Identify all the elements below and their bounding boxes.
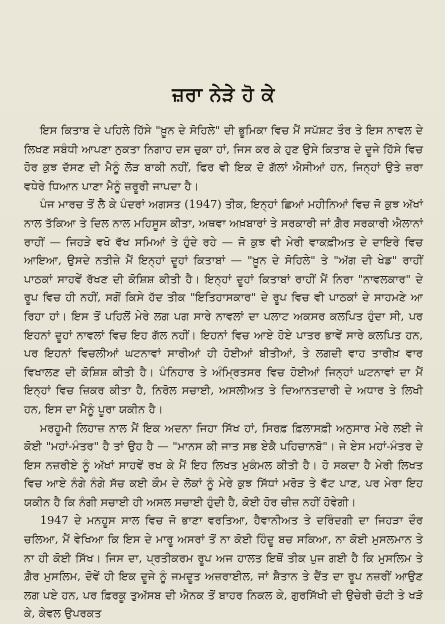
paragraph: 1947 ਦੇ ਮਨਹੂਸ ਸਾਲ ਵਿਚ ਜੋ ਭਾਣਾ ਵਰਤਿਆ, ਹੈਵਾਨੀਅਤ ਤੇ ਦਰਿੰਦਗੀ ਦਾ ਜਿਹੜਾ ਦੌਰ ਚਲਿਆ, ਮੈਂ ਵੇਖਿਆ ਕਿ ਇਸ ਦੇ ਮਾਰੂ ਅਸਰਾਂ ਤੋਂ ਨਾ ਕੋਈ ਹਿੰਦੂ ਬਚ ਸਕਿਆ, ਨਾ ਕੋਈ ਮੁਸਲਮਾਨ ਤੇ ਨਾ ਹੀ ਕੋਈ ਸਿੱਖ। ਜਿਸ ਦਾ, ਪ੍ਰਤੀਕਰਮ ਰੂਪ ਅਜ ਹਾਲਤ ਇਥੋਂ ਤੀਕ ਪੁਜ ਗਈ ਹੈ ਕਿ ਮੁਸਲਿਮ ਤੇ ਗ਼ੈਰ ਮੁਸਲਿਮ, ਦੋਵੇਂ ਹੀ ਇਕ ਦੂਜੇ ਨੂੰ ਜਮਦੂਤ ਅਜ਼ਰਾਈਲ, ਜਾਂ ਸ਼ੈਤਾਨ ਤੇ ਦੈਂਤ ਦਾ ਰੂਪ ਨਜ਼ਰੀਂ ਆਉਣ ਲਗ ਪਏ ਹਨ, ਪਰ ਫ਼ਿਰਕੂ ਤੁਅੱਸਬ ਦੀ ਐਨਕ ਤੋਂ ਬਾਹਰ ਨਿਕਲ ਕੇ, ਗੁਰਸਿੱਖੀ ਦੀ ਉਚੇਰੀ ਚੋਟੀ ਤੇ ਖੜੋ ਕੇ, ਕੇਵਲ ਉਪਰਕਤ: [24, 514, 423, 621]
body-text: [24, 122, 423, 624]
paragraph: ਇਸ ਕਿਤਾਬ ਦੇ ਪਹਿਲੇ ਹਿੱਸੇ "ਖ਼ੂਨ ਦੇ ਸੋਹਿਲੇ" ਦੀ ਭੂਮਿਕਾ ਵਿਚ ਮੈਂ ਸਪੱਸ਼ਟ ਤੌਰ ਤੇ ਇਸ ਨਾਵਲ ਦੇ ਲਿਖਣ ਸਬੰਧੀ ਆਪਣਾ ਨੁਕਤਾ ਨਿਗਾਹ ਦਸ ਚੁਕਾ ਹਾਂ, ਜਿਸ ਕਰ ਕੇ ਹੁਣ ਉਸੇ ਕਿਤਾਬ ਦੇ ਦੂਜੇ ਹਿੱਸੇ ਵਿਚ ਹੋਰ ਕੁਝ ਦੱਸਣ ਦੀ ਮੈਨੂੰ ਲੋੜ ਬਾਕੀ ਨਹੀਂ, ਫਿਰ ਵੀ ਇਕ ਦੋ ਗੱਲਾਂ ਐਸੀਆਂ ਹਨ, ਜਿਨ੍ਹਾਂ ਉਤੇ ਜ਼ਰਾ ਵਧੇਰੇ ਧਿਆਨ ਪਾਣਾ ਮੈਨੂੰ ਜ਼ਰੂਰੀ ਜਾਪਦਾ ਹੈ।: [24, 124, 423, 193]
chapter-title: ਜ਼ਰਾ ਨੇੜੇ ਹੋ ਕੇ: [172, 84, 275, 106]
paragraph: ਮਰਹੂਮੀ ਲਿਹਾਜ਼ ਨਾਲ ਮੈਂ ਇਕ ਅਦਨਾ ਜਿਹਾ ਸਿੱਖ ਹਾਂ, ਸਿਰਫ਼ ਫ਼ਿਲਾਸਫ਼ੀ ਅਨੁਸਾਰ ਮੇਰੇ ਲਈ ਜੇ ਕੋਈ "ਮਹਾਂ-ਮੰਤਰ" ਹੈ ਤਾਂ ਉਹ ਹੈ — "ਮਾਨਸ ਕੀ ਜਾਤ ਸਭ ਏਕੈ ਪਹਿਚਾਨਬੋ"। ਜੇ ਏਸ ਮਹਾਂ-ਮੰਤਰ ਦੇ ਇਸ ਨਜ਼ਰੀਏ ਨੂੰ ਅੱਖਾਂ ਸਾਹਵੇਂ ਰਖ ਕੇ ਮੈਂ ਇਹ ਲਿਖਤ ਮੁਕੰਮਲ ਕੀਤੀ ਹੈ। ਹੋ ਸਕਦਾ ਹੈ ਮੇਰੀ ਲਿਖਤ ਵਿਚ ਆਏ ਨੰਗੇ ਨੰਗੇ ਸੱਚ ਕਈ ਕੌਮ ਦੇ ਲੋਕਾਂ ਨੂੰ ਮੇਰੇ ਕੁਝ ਸਿੱਧਾਂ ਮਰੋੜ ਤੇ ਵੱਟ ਪਾਣ, ਪਰ ਮੇਰਾ ਇਹ ਯਕੀਨ ਹੈ ਕਿ ਨੰਗੀ ਸਚਾਈ ਹੀ ਅਸਲ ਸਚਾਈ ਹੁੰਦੀ ਹੈ, ਕੋਈ ਹੋਰ ਚੀਜ਼ ਨਹੀਂ ਹੋਵੇਗੀ।: [24, 421, 423, 509]
paragraph: ਪੰਜ ਮਾਰਚ ਤੋਂ ਲੈ ਕੇ ਪੰਦਰਾਂ ਅਗਸਤ (1947) ਤੀਕ, ਇਨ੍ਹਾਂ ਛਿਆਂ ਮਹੀਨਿਆਂ ਵਿਚ ਜੋ ਕੁਝ ਅੱਖਾਂ ਨਾਲ ਤੱਕਿਆ ਤੇ ਦਿਲ ਨਾਲ ਮਹਿਸੂਸ ਕੀਤਾ, ਅਥਵਾ ਅਖ਼ਬਾਰਾਂ ਤੇ ਸਰਕਾਰੀ ਜਾਂ ਗ਼ੈਰ ਸਰਕਾਰੀ ਐਲਾਨਾਂ ਰਾਹੀਂ — ਜਿਹੜੇ ਵਖੋ ਵੱਖ ਸਮਿਆਂ ਤੇ ਹੁੰਦੇ ਰਹੇ — ਜੋ ਕੁਝ ਵੀ ਮੇਰੀ ਵਾਕਫ਼ੀਅਤ ਦੇ ਦਾਇਰੇ ਵਿਚ ਆਇਆ, ਉਸਦੇ ਨਤੀਜ਼ੇ ਮੈਂ ਇਨ੍ਹਾਂ ਦੂਹਾਂ ਕਿਤਾਬਾਂ — "ਖ਼ੂਨ ਦੇ ਸੋਹਿਲੇ" ਤੇ "ਅੱਗ ਦੀ ਖੇਡ" ਰਾਹੀਂ ਪਾਠਕਾਂ ਸਾਹਵੇਂ ਰੱਖਣ ਦੀ ਕੋਸ਼ਿਸ਼ ਕੀਤੀ ਹੈ। ਇਨ੍ਹਾਂ ਦੂਹਾਂ ਕਿਤਾਬਾਂ ਰਾਹੀਂ ਮੈਂ ਨਿਰਾ "ਨਾਵਲਕਾਰ" ਦੇ ਰੂਪ ਵਿਚ ਹੀ ਨਹੀਂ, ਸਗੋਂ ਕਿਸੇ ਹੱਦ ਤੀਕ "ਇਤਿਹਾਸਕਾਰ" ਦੇ ਰੂਪ ਵਿਚ ਵੀ ਪਾਠਕਾਂ ਦੇ ਸਾਹਮਣੇ ਆ ਰਿਹਾ ਹਾਂ। ਇਸ ਤੋਂ ਪਹਿਲੋਂ ਮੇਰੇ ਲਗ ਪਗ ਸਾਰੇ ਨਾਵਲਾਂ ਦਾ ਪਲਾਟ ਅਕਸਰ ਕਲਪਿਤ ਹੁੰਦਾ ਸੀ, ਪਰ ਇਹਨਾਂ ਦੂਹਾਂ ਨਾਵਲਾਂ ਵਿਚ ਇਹ ਗੱਲ ਨਹੀਂ। ਇਹਨਾਂ ਵਿਚ ਆਏ ਹੋਏ ਪਾਤਰ ਭਾਵੇਂ ਸਾਰੇ ਕਲਪਿਤ ਹਨ, ਪਰ ਇਹਨਾਂ ਵਿਚਲੀਆਂ ਘਟਨਾਵਾਂ ਸਾਰੀਆਂ ਹੀ ਹੋਈਆਂ ਬੀਤੀਆਂ, ਤੇ ਲਗਦੀ ਵਾਹ ਤਾਰੀਖ਼ ਵਾਰ ਵਿਖਾਲਣ ਦੀ ਕੋਸ਼ਿਸ਼ ਕੀਤੀ ਹੈ। ਪੰਨਿਹਾਰ ਤੇ ਅੰਮ੍ਰਿਤਸਰ ਵਿਚ ਹੋਈਆਂ ਜਿਨ੍ਹਾਂ ਘਟਨਾਵਾਂ ਦਾ ਮੈਂ ਇਨ੍ਹਾਂ ਵਿਚ ਜ਼ਿਕਰ ਕੀਤਾ ਹੈ, ਨਿਰੋਲ ਸਚਾਈ, ਅਸਲੀਅਤ ਤੇ ਦਿਆਨਤਦਾਰੀ ਦੇ ਅਧਾਰ ਤੇ ਲਿਖੀ ਹਨ, ਇਸ ਦਾ ਮੈਨੂੰ ਪੂਰਾ ਯਕੀਨ ਹੈ।: [24, 198, 423, 416]
